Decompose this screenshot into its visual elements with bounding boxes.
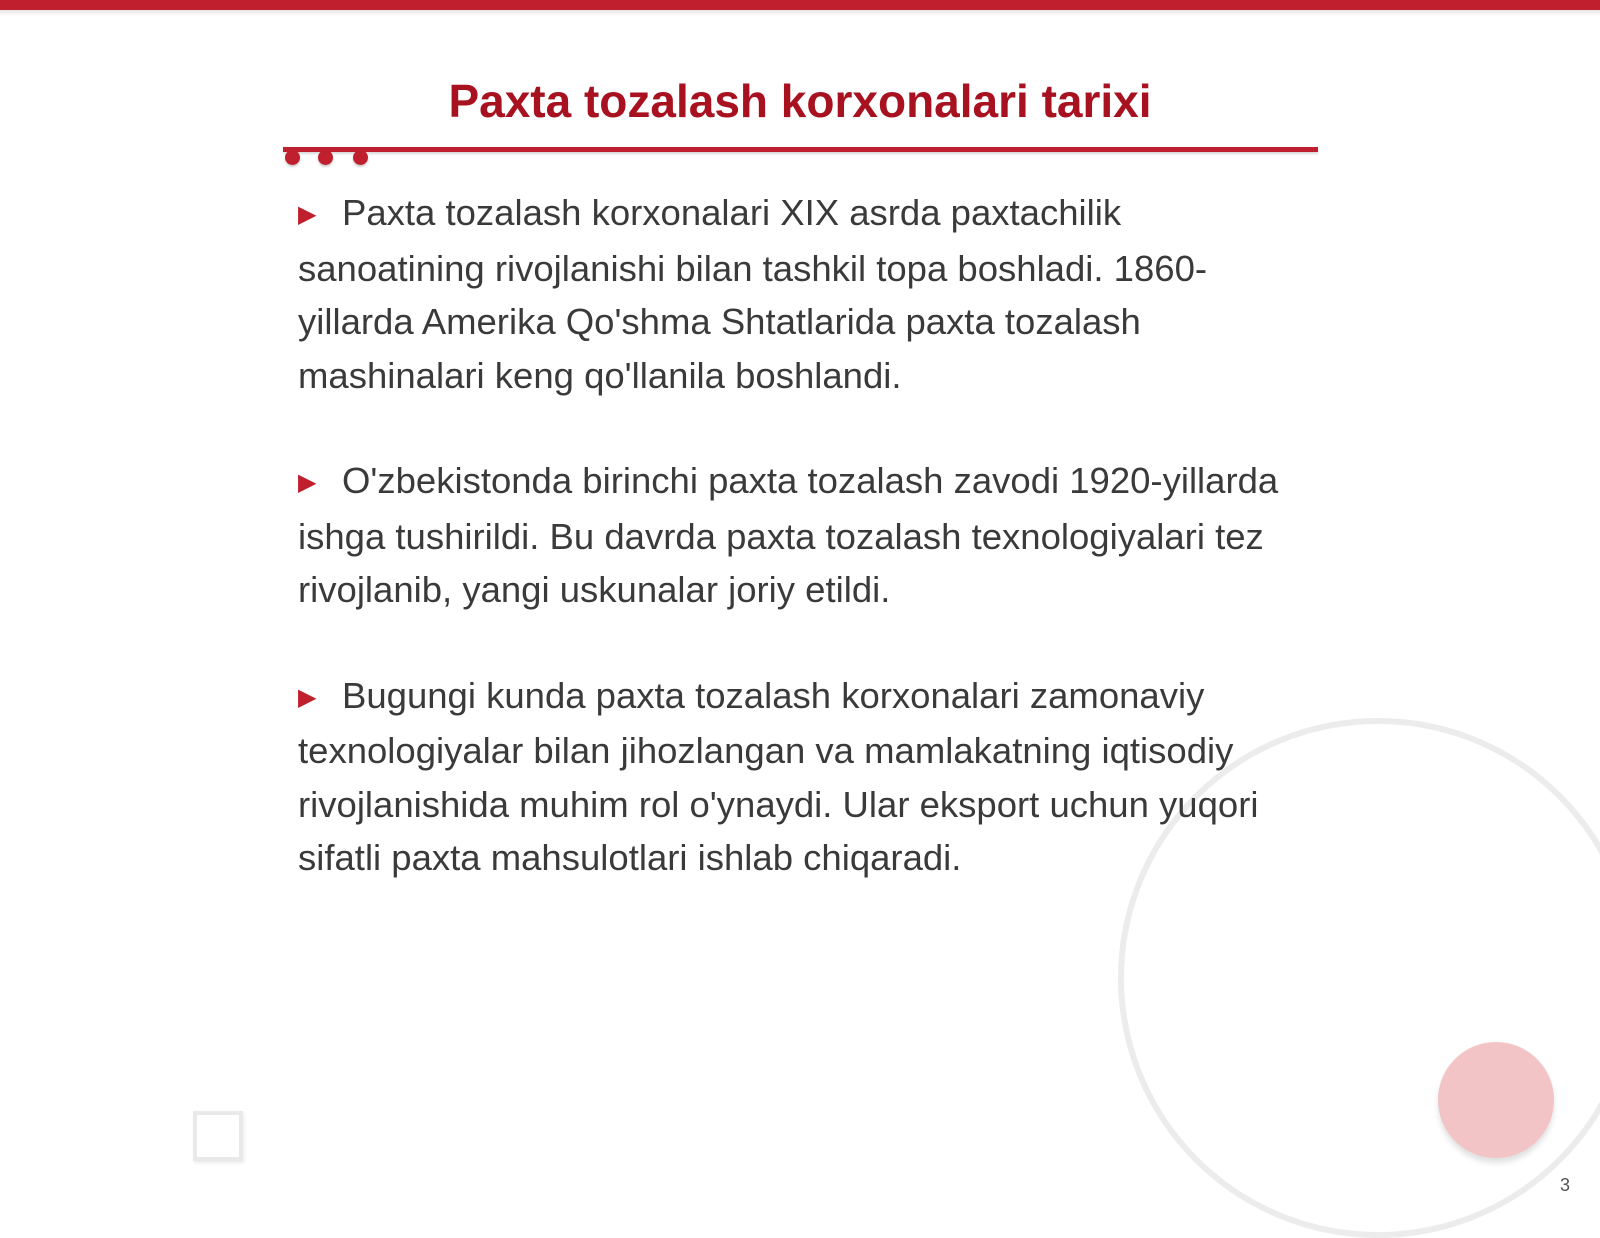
decorative-dot-2 <box>318 150 333 165</box>
paragraph-text: O'zbekistonda birinchi paxta tozalash zavodi 1920-yillarda ishga tushirildi. Bu davrda paxta tozalash texnologiyalari tez rivojlanib, yangi uskunalar joriy etildi. <box>298 460 1279 610</box>
bullet-paragraph-2 <box>298 454 1298 617</box>
bullet-arrow-icon: ▶ <box>298 201 317 228</box>
paragraph-text: Bugungi kunda paxta tozalash korxonalari zamonaviy texnologiyalar bilan jihozlangan va mamlakatning iqtisodiy rivojlanishida muhim rol o'ynaydi. Ular eksport uchun yuqori sifatli paxta mahsulotlari ishlab chiqaradi. <box>298 674 1259 878</box>
top-accent-shadow <box>0 10 1600 16</box>
decorative-square <box>193 1111 243 1161</box>
slide-title: Paxta tozalash korxonalari tarixi <box>448 75 1152 127</box>
decorative-pink-circle <box>1438 1042 1554 1158</box>
bullet-arrow-icon: ▶ <box>298 469 317 496</box>
bullet-paragraph-3 <box>298 669 1298 885</box>
slide-body <box>298 186 1298 937</box>
bullet-arrow-icon: ▶ <box>298 683 317 711</box>
decorative-dot-3 <box>353 150 368 165</box>
decorative-dot-1 <box>285 150 300 165</box>
page-number: 3 <box>1559 1175 1570 1195</box>
bullet-paragraph-1 <box>298 186 1298 402</box>
title-underline <box>283 147 1318 152</box>
paragraph-text: Paxta tozalash korxonalari XIX asrda paxtachilik sanoatining rivojlanishi bilan tashkil topa boshladi. 1860-yillarda Amerika Qo'shma Shtatlarida paxta tozalash mashinalari keng qo'llanila boshlandi. <box>298 192 1208 396</box>
top-accent-bar <box>0 0 1600 10</box>
